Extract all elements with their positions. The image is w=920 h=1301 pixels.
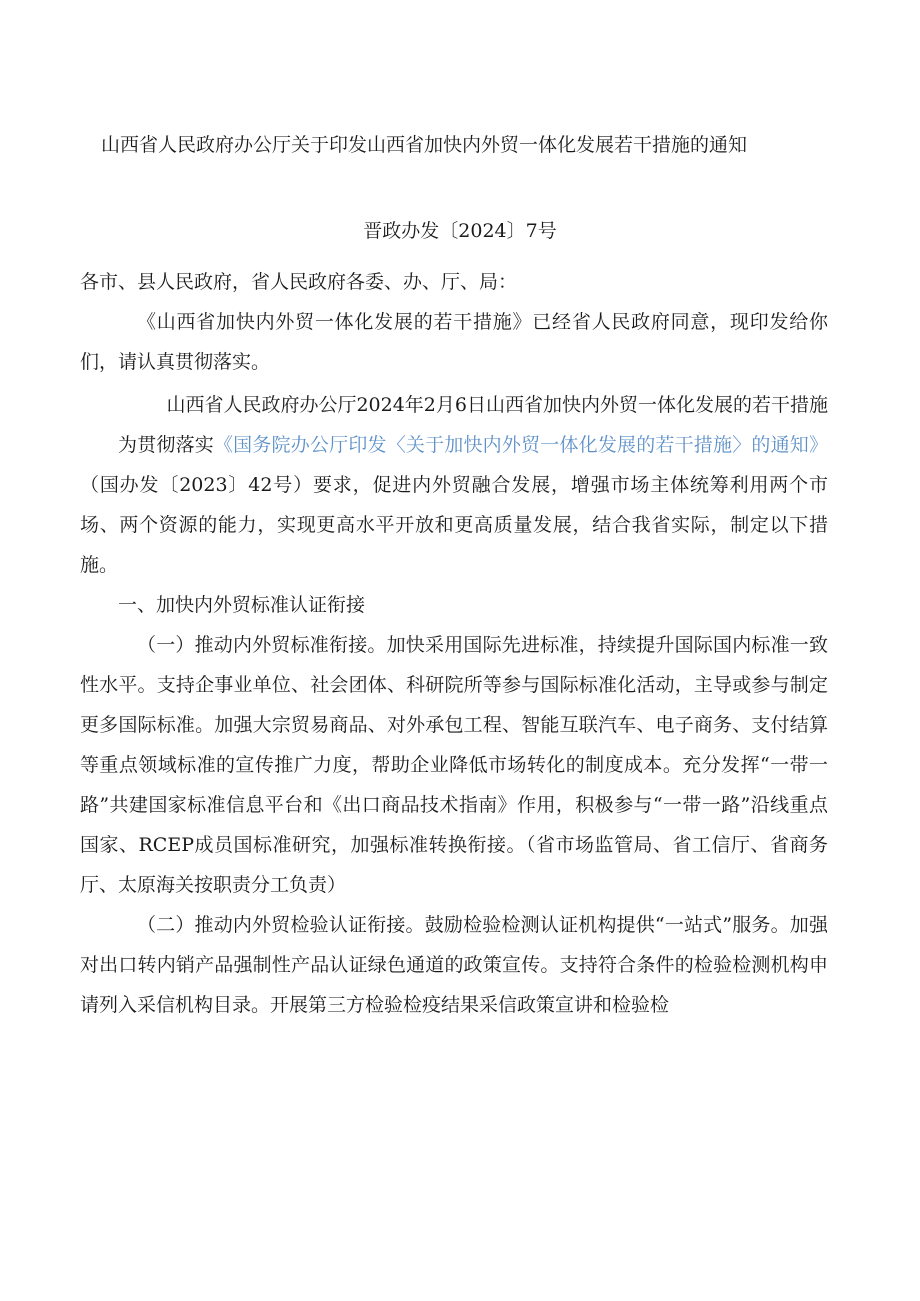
- notice-body: 《山西省加快内外贸一体化发展的若干措施》已经省人民政府同意，现印发给你们，请认真贯彻落实。: [80, 311, 828, 373]
- referenced-notice-link[interactable]: 《国务院办公厅印发〈关于加快内外贸一体化发展的若干措施〉的通知》: [213, 434, 828, 456]
- measure-item-2: （二）推动内外贸检验认证衔接。鼓励检验检测认证机构提供“一站式”服务。加强对出口转内销产品强制性产品认证绿色通道的政策宣传。支持符合条件的检验检测机构申请列入采信机构目录。开展第三方检验检疫结果采信政策宣讲和检验检: [80, 914, 828, 1016]
- intro-rest: （国办发〔2023〕42号）要求，促进内外贸融合发展，增强市场主体统筹利用两个市场、两个资源的能力，实现更高水平开放和更高质量发展，结合我省实际，制定以下措施。: [80, 474, 828, 576]
- document-body: [80, 262, 828, 1025]
- section-heading: 一、加快内外贸标准认证衔接: [118, 594, 366, 616]
- intro-paragraph: [80, 425, 828, 585]
- document-number: 晋政办发〔2024〕7号: [363, 220, 557, 242]
- measure-item-1: （一）推动内外贸标准衔接。加快采用国际先进标准，持续提升国际国内标准一致性水平。支持企事业单位、社会团体、科研院所等参与国际标准化活动，主导或参与制定更多国际标准。加强大宗贸易商品、对外承包工程、智能互联汽车、电子商务、支付结算等重点领域标准的宣传推广力度，帮助企业降低市场转化的制度成本。充分发挥“一带一路”共建国家标准信息平台和《出口商品技术指南》作用，积极参与“一带一路”沿线重点国家、RCEP成员国标准研究，加强标准转换衔接。（省市场监管局、省工信厅、省商务厅、太原海关按职责分工负责）: [80, 634, 828, 896]
- signer-and-date: 山西省人民政府办公厅2024年2月6日山西省加快内外贸一体化发展的若干措施: [166, 394, 828, 416]
- intro-prefix: 为贯彻落实: [118, 434, 214, 456]
- addressee: 各市、县人民政府，省人民政府各委、办、厅、局：: [80, 271, 518, 293]
- document-title: 山西省人民政府办公厅关于印发山西省加快内外贸一体化发展若干措施的通知: [101, 134, 748, 156]
